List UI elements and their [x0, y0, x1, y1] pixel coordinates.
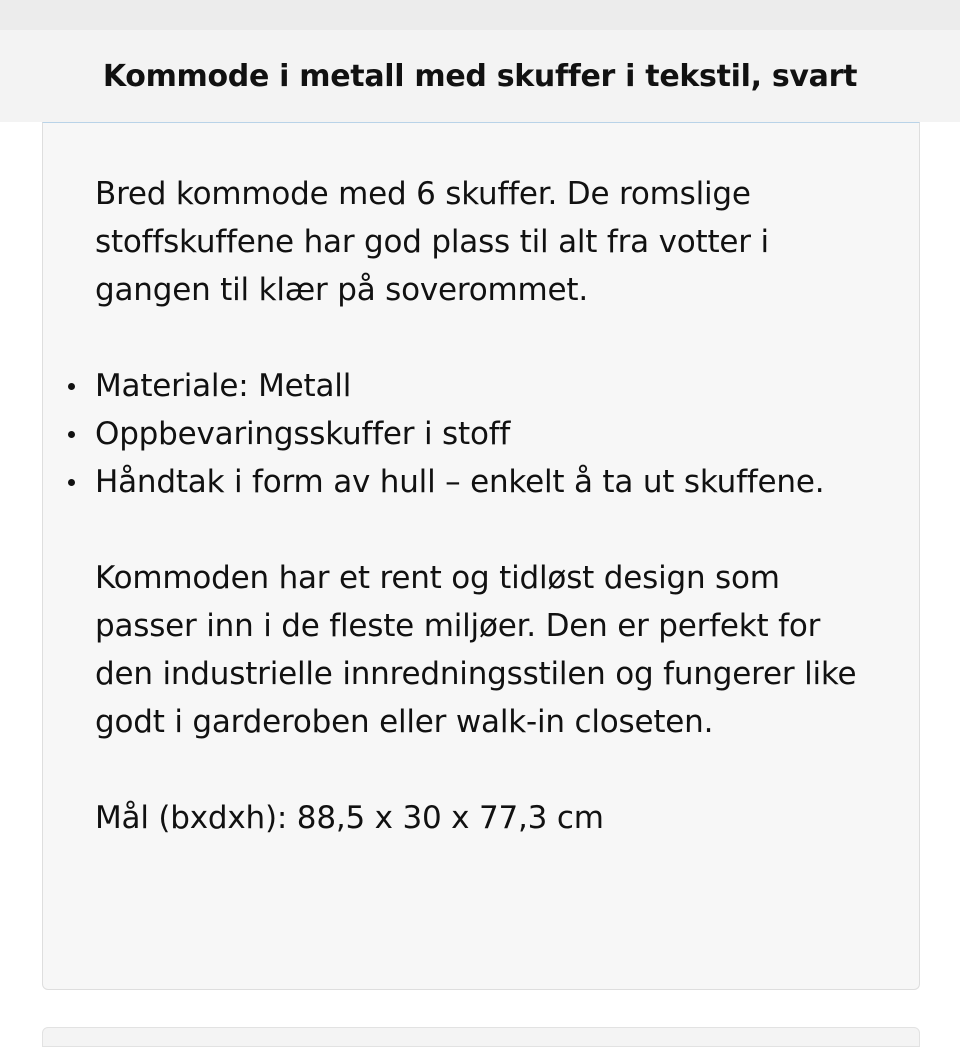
- product-title: Kommode i metall med skuffer i tekstil, svart: [102, 58, 858, 94]
- feature-item: Materiale: Metall: [95, 362, 885, 410]
- dimensions-text: Mål (bxdxh): 88,5 x 30 x 77,3 cm: [95, 800, 604, 836]
- spacer: [95, 314, 885, 362]
- description-card: [42, 122, 920, 990]
- feature-list: [95, 362, 885, 506]
- top-strip: [0, 0, 960, 30]
- feature-item: Oppbevaringsskuffer i stoff: [95, 410, 885, 458]
- next-section-card: [42, 1027, 920, 1047]
- product-header: [0, 30, 960, 122]
- description-intro: Bred kommode med 6 skuffer. De romslige stoffskuffene har god plass til alt fra votter i gangen til klær på soverommet.: [95, 176, 769, 308]
- description-body: Kommoden har et rent og tidløst design som passer inn i de fleste miljøer. Den er perfekt for den industrielle innredningsstilen og fungerer like godt i garderoben eller walk-in closeten.: [95, 560, 857, 740]
- description-content: [95, 170, 885, 842]
- spacer: [95, 506, 885, 554]
- feature-item: Håndtak i form av hull – enkelt å ta ut skuffene.: [95, 458, 885, 506]
- spacer: [95, 746, 885, 794]
